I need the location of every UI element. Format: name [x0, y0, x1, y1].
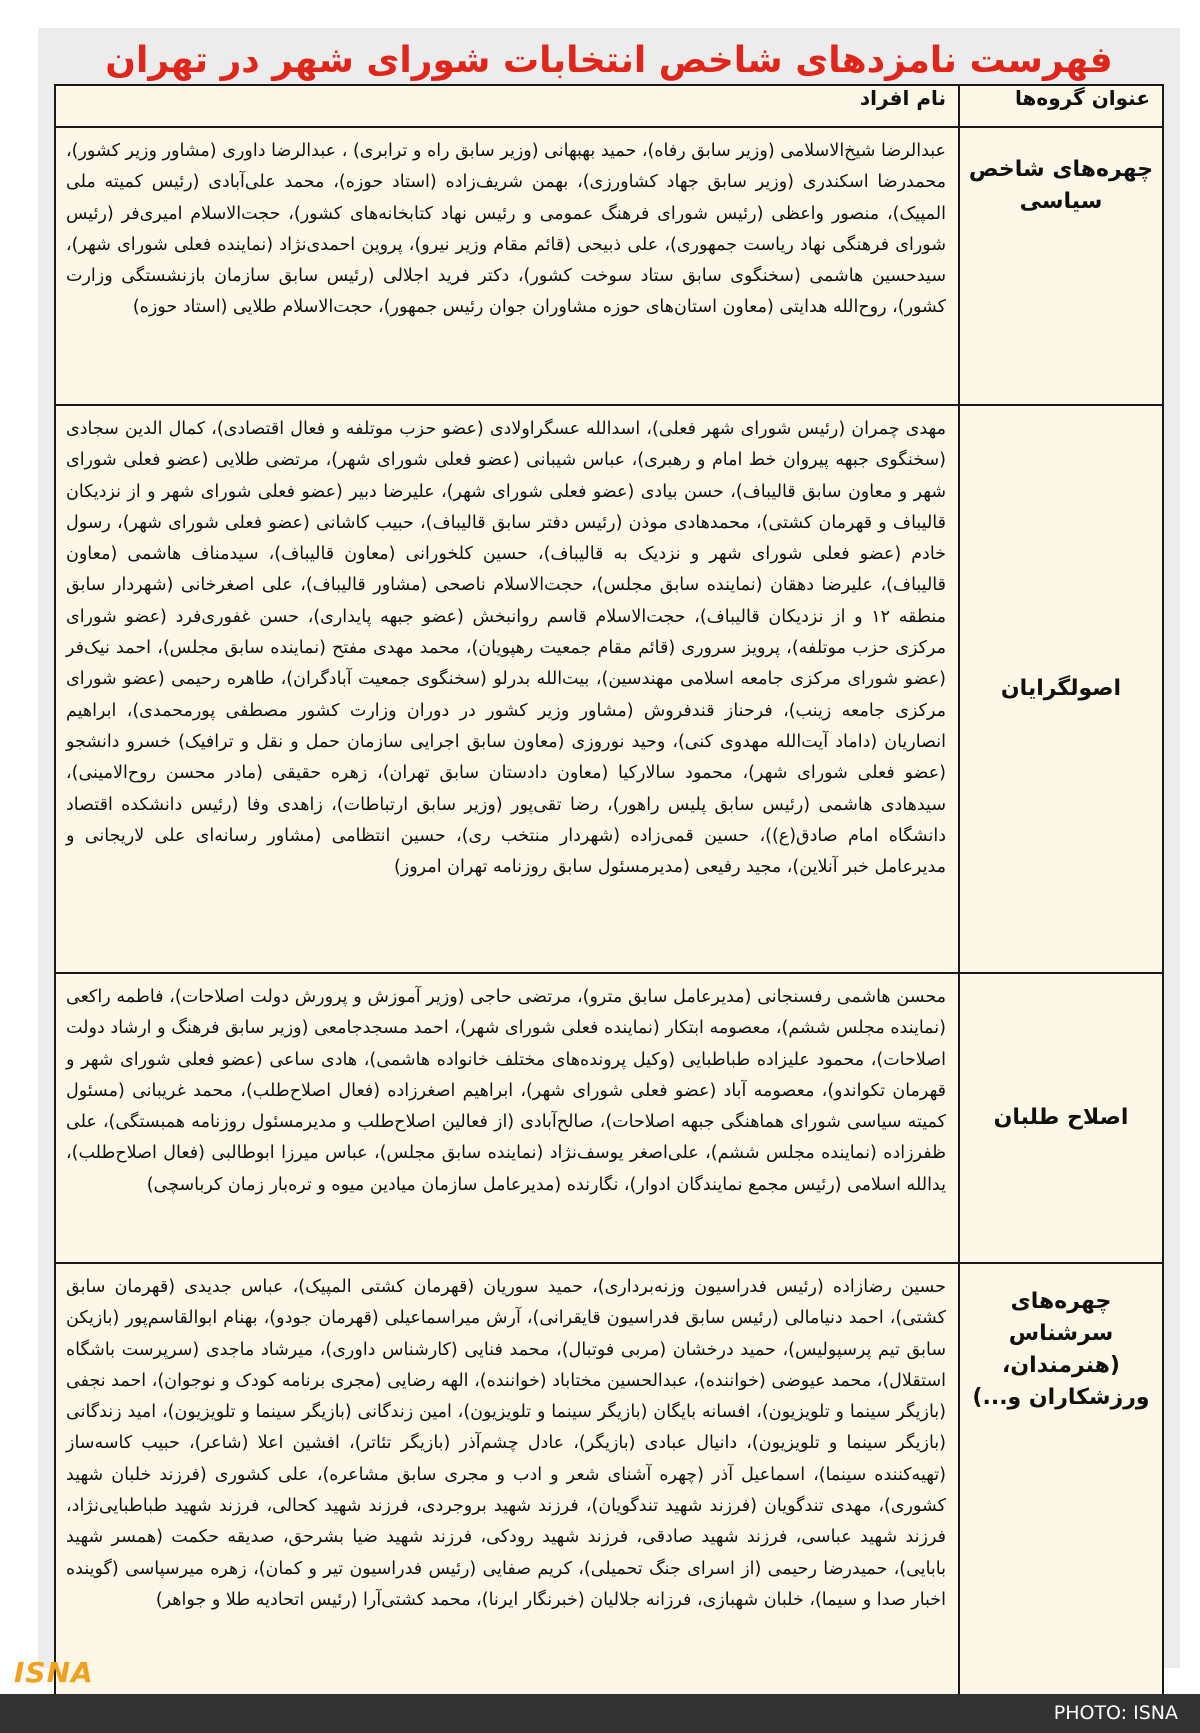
- group-title: چهره‌های شاخص سیاسی: [959, 127, 1163, 405]
- group-title: اصولگرایان: [959, 405, 1163, 973]
- isna-logo: ISNA: [14, 1656, 94, 1689]
- photo-credit: PHOTO: ISNA: [1053, 1702, 1178, 1724]
- group-header: عنوان گروه‌ها: [959, 85, 1163, 127]
- credit-bar: [0, 1694, 1200, 1733]
- group-title: چهره‌های سرشناس (هنرمندان، ورزشکاران و...): [959, 1263, 1163, 1730]
- table-row: [55, 1263, 1163, 1730]
- page-title: فهرست نامزدهای شاخص انتخابات شورای شهر در تهران: [105, 40, 1113, 81]
- members-cell: مهدی چمران (رئیس شورای شهر فعلی)، اسدالله عسگراولادی (عضو حزب موتلفه و فعال اقتصادی)، کمال الدین سجادی (سخنگوی جبهه پیروان خط امام و رهبری)، عباس شیبانی (عضو فعلی شورای شهر)، مرتضی طلایی (عضو فعلی شورای شهر و معاون سابق قالیباف)، حسن بیادی (عضو فعلی شورای شهر)، علیرضا دبیر (عضو فعلی شورای شهر و از نزدیکان قالیباف و قهرمان کشتی)، محمدهادی موذن (رئیس دفتر سابق قالیباف)، حبیب کاشانی (عضو فعلی شورای شهر)، رسول خادم (عضو فعلی شورای شهر و نزدیک به قالیباف)، حسین کلخورانی (معاون قالیباف)، سیدمناف هاشمی (معاون قالیباف)، علیرضا دهقان (نماینده سابق مجلس)، حجت‌الاسلام ناصحی (مشاور قالیباف)، علی اصغرخانی (شهردار سابق منطقه ۱۲ و از نزدیکان قالیباف)، حجت‌الاسلام قاسم روانبخش (عضو جبهه پایداری)، حسن غفوری‌فرد (عضو شورای مرکزی حزب موتلفه)، پرویز سروری (قائم مقام جمعیت رهپویان)، محمد مهدی مفتح (نماینده سابق مجلس)، احمد نیک‌فر (عضو شورای مرکزی جامعه اسلامی مهندسین)، بیت‌الله بدرلو (سخنگوی جمعیت آبادگران)، طاهره رحیمی (عضو شورای مرکزی جامعه زینب)، فرحناز قندفروش (مشاور وزیر کشور در دوران وزارت کشور مصطفی پورمحمدی)، ابراهیم انصاریان (داماد آیت‌الله مهدوی کنی)، وحید نوروزی (معاون سابق اجرایی سازمان حمل و نقل و ترافیک) خسرو دانشجو (عضو فعلی شورای شهر)، محمود سالارکیا (معاون دادستان سابق تهران)، زهره حقیقی (مادر محسن روح‌الامینی)، سیدهادی هاشمی (رئیس سابق پلیس راهور)، رضا تقی‌پور (وزیر سابق ارتباطات)، زاهدی وفا (رئیس دانشکده اقتصاد دانشگاه امام صادق(ع))، حسین قمی‌زاده (شهردار منتخب ری)، حسین انتظامی (مشاور رسانه‌ای علی لاریجانی و مدیرعامل خبر آنلاین)، مجید رفیعی (مدیرمسئول سابق روزنامه تهران امروز): [55, 405, 959, 973]
- members-cell: محسن هاشمی رفسنجانی (مدیرعامل سابق مترو)، مرتضی حاجی (وزیر آموزش و پرورش دولت اصلاحات)، فاطمه راکعی (نماینده مجلس ششم)، معصومه ابتکار (نماینده فعلی شورای شهر)، احمد مسجدجامعی (وزیر سابق فرهنگ و ارشاد دولت اصلاحات)، محمود علیزاده طباطبایی (وکیل پرونده‌های مختلف خانواده هاشمی)، هادی ساعی (عضو فعلی شورای شهر و قهرمان تکواندو)، معصومه آباد (عضو فعلی شورای شهر)، ابراهیم اصغرزاده (فعال اصلاح‌طلب)، محمد غریبانی (مسئول کمیته سیاسی شورای هماهنگی جبهه اصلاحات)، صالح‌آبادی (از فعالین اصلاح‌طلب و مدیرمسئول روزنامه همبستگی)، علی ظفرزاده (نماینده مجلس ششم)، علی‌اصغر یوسف‌نژاد (نماینده سابق مجلس)، عباس میرزا ابوطالبی (فعال اصلاح‌طلب)، یدالله اسلامی (رئیس مجمع نمایندگان ادوار)، نگارنده (مدیرعامل سازمان میادین میوه و تره‌بار زمان کرباسچی): [55, 973, 959, 1263]
- table-row: [55, 405, 1163, 973]
- table-row: [55, 127, 1163, 405]
- members-cell: حسین رضازاده (رئیس فدراسیون وزنه‌برداری)، حمید سوریان (قهرمان کشتی المپیک)، عباس جدیدی (قهرمان سابق کشتی)، احمد دنیامالی (رئیس سابق فدراسیون قایقرانی)، آرش میراسماعیلی (قهرمان جودو)، بهنام ابوالقاسم‌پور (بازیکن سابق تیم پرسپولیس)، حمید درخشان (مربی فوتبال)، محمد فنایی (کارشناس داوری)، میرشاد ماجدی (سرپرست باشگاه استقلال)، محمد عیوضی (خواننده)، عبدالحسین مختاباد (خواننده)، الهه رضایی (مجری برنامه کودک و نوجوان)، احمد نجفی (بازیگر سینما و تلویزیون)، افسانه بایگان (بازیگر سینما و تلویزیون)، امین زندگانی (بازیگر سینما و تلویزیون)، امید زندگانی (بازیگر سینما و تلویزیون)، دانیال عبادی (بازیگر)، عادل چشم‌آذر (بازیگر تئاتر)، افشین اعلا (شاعر)، حبیب کاسه‌ساز (تهیه‌کننده سینما)، اسماعیل آذر (چهره آشنای شعر و ادب و مجری سابق مشاعره)، علی کشوری (فرزند خلبان شهید کشوری)، مهدی تندگویان (فرزند شهید تندگویان)، فرزند شهید بروجردی، فرزند شهید کحالی، فرزند شهید طباطبایی‌نژاد، فرزند شهید عباسی، فرزند شهید صادقی، فرزند شهید رودکی، فرزند شهید ضیا بشرحق، صدیقه حکمت (همسر شهید بابایی)، حمیدرضا رحیمی (از اسرای جنگ تحمیلی)، کریم صفایی (رئیس فدراسیون تیر و کمان)، زهره میرسپاسی (گوینده اخبار صدا و سیما)، خلبان شهبازی، فرزانه جلالیان (خبرنگار ایرنا)، محمد کشتی‌آرا (رئیس اتحادیه طلا و جواهر): [55, 1263, 959, 1730]
- table-header-row: [55, 85, 1163, 127]
- group-title: اصلاح طلبان: [959, 973, 1163, 1263]
- infographic-sheet: [38, 28, 1180, 1668]
- members-header: نام افراد: [55, 85, 959, 127]
- members-cell: عبدالرضا شیخ‌الاسلامی (وزیر سابق رفاه)، حمید بهبهانی (وزیر سابق راه و ترابری) ، عبدالرضا داوری (مشاور وزیر کشور)، محمدرضا اسکندری (وزیر سابق جهاد کشاورزی)، بهمن شریف‌زاده (استاد حوزه)، محمد علی‌آبادی (رئیس کمیته ملی المپیک)، منصور واعظی (رئیس شورای فرهنگ عمومی و رئیس نهاد کتابخانه‌های کشور)، حجت‌الاسلام امیری‌فر (رئیس شورای فرهنگی نهاد ریاست جمهوری)، علی ذبیحی (قائم مقام وزیر نیرو)، پروین احمدی‌نژاد (نماینده فعلی شورای شهر)، سیدحسین هاشمی (سخنگوی سابق ستاد سوخت کشور)، دکتر فرید اجلالی (رئیس سابق سازمان بازنشستگی وزارت کشور)، روح‌الله هدایتی (معاون استان‌های حوزه مشاوران جوان رئیس جمهور)، حجت‌الاسلام طلایی (استاد حوزه): [55, 127, 959, 405]
- table-row: [55, 973, 1163, 1263]
- candidates-table: [54, 84, 1164, 1731]
